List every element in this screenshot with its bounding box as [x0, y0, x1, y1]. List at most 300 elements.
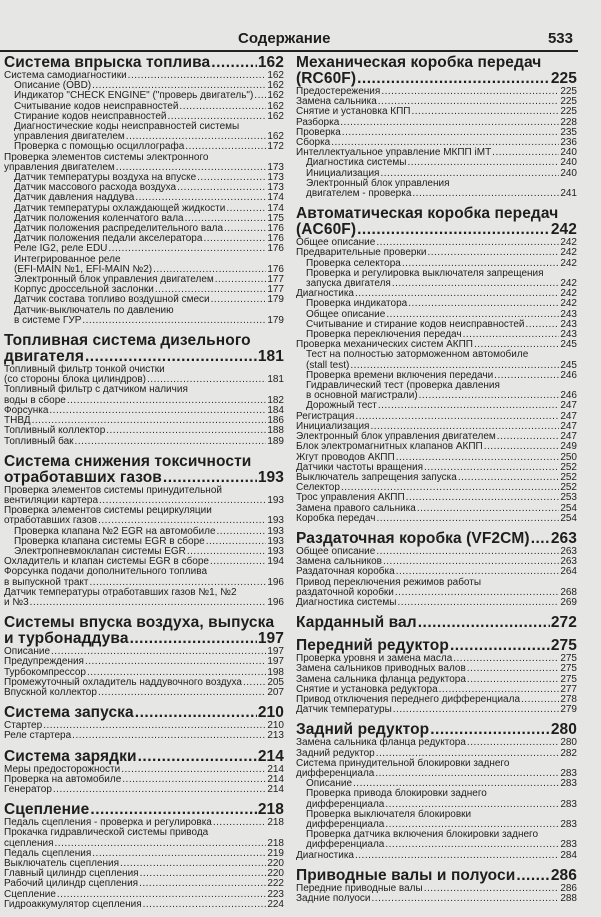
- entry-text: Форсунка подачи дополнительного топлива: [4, 566, 208, 578]
- entry-page: 247: [560, 400, 577, 412]
- entry-page: 225: [560, 106, 577, 118]
- entry-text: Турбокомпрессор: [4, 666, 86, 678]
- entry-page: 176: [267, 263, 284, 275]
- entry-text: Датчик положения педали акселератора: [14, 233, 203, 245]
- entry-page: 263: [560, 545, 577, 557]
- entry-text: Индикатор "CHECK ENGINE" ("проверь двигатель"): [14, 90, 254, 102]
- dot-leader: [357, 71, 550, 87]
- entry-text: Проверка: [296, 126, 341, 138]
- entry-page: 245: [560, 339, 577, 351]
- entry-text: Замена сальника фланца редуктора: [296, 673, 466, 685]
- entry-text: и №3: [4, 596, 29, 608]
- entry-page: 280: [550, 721, 577, 739]
- section-heading[interactable]: [296, 531, 577, 547]
- entry-page: 177: [267, 274, 284, 286]
- dot-leader: [53, 785, 266, 795]
- entry-text: Проверка элементов системы электронного: [4, 151, 209, 163]
- toc-entry[interactable]: [4, 588, 284, 608]
- entry-text: Жгут проводов АКПП: [296, 451, 395, 463]
- entry-text: Проверка механических систем АКПП: [296, 339, 473, 351]
- entry-page: 240: [560, 167, 577, 179]
- entry-page: 254: [560, 512, 577, 524]
- dot-leader: [206, 537, 267, 547]
- entry-page: 220: [267, 857, 284, 869]
- dot-leader: [122, 775, 266, 785]
- entry-text: Датчик состава топливо воздушной смеси: [14, 294, 210, 306]
- entry-page: 188: [267, 425, 284, 437]
- entry-text: и турбонаддува: [4, 630, 129, 648]
- toc-entry[interactable]: [296, 759, 577, 779]
- entry-page: 173: [267, 182, 284, 194]
- entry-text: Датчик температуры отработавших газов №1, №2: [4, 586, 237, 598]
- entry-text: Передние приводные валы: [296, 882, 423, 894]
- toc-entry[interactable]: [296, 830, 577, 850]
- entry-page: 283: [560, 839, 577, 851]
- section-heading[interactable]: [4, 749, 284, 765]
- toc-entry[interactable]: [296, 350, 577, 370]
- toc-entry[interactable]: [296, 442, 577, 452]
- entry-text: Датчик-выключатель по давлению: [14, 304, 174, 316]
- entry-row: [296, 222, 577, 238]
- entry-text: Общее описание: [296, 545, 376, 557]
- section-heading[interactable]: [296, 868, 577, 884]
- entry-row: [4, 731, 284, 741]
- toc-column-right: [296, 55, 577, 911]
- entry-row: [4, 470, 284, 486]
- dot-leader: [419, 391, 560, 401]
- entry-text: дифференциала: [296, 767, 375, 779]
- entry-page: 197: [267, 656, 284, 668]
- dot-leader: [430, 722, 550, 738]
- dot-leader: [467, 738, 559, 748]
- dot-leader: [140, 869, 267, 879]
- entry-text: Топливная система дизельного: [4, 332, 251, 350]
- dot-leader: [484, 442, 560, 452]
- entry-page: 247: [560, 431, 577, 443]
- section-heading[interactable]: [296, 615, 577, 631]
- dot-leader: [357, 222, 550, 238]
- entry-page: 214: [257, 747, 284, 765]
- entry-page: 172: [267, 141, 284, 153]
- dot-leader: [531, 531, 550, 547]
- dot-leader: [375, 769, 559, 779]
- entry-text: Проверка на автомобиле: [4, 773, 122, 785]
- dot-leader: [492, 148, 559, 158]
- entry-text: Считывание кодов неисправностей: [14, 100, 179, 112]
- entry-text: Форсунка: [4, 404, 49, 416]
- entry-row: [296, 615, 577, 631]
- dot-leader: [453, 654, 559, 664]
- entry-text: Датчик давления наддува: [14, 192, 135, 204]
- entry-page: 283: [560, 818, 577, 830]
- entry-page: 179: [267, 294, 284, 306]
- toc-entry[interactable]: [4, 828, 284, 848]
- entry-page: 250: [560, 451, 577, 463]
- toc-column-left: [4, 55, 284, 917]
- dot-leader: [98, 688, 266, 698]
- entry-text: (EFI-MAIN №1, EFI-MAIN №2): [14, 263, 153, 275]
- entry-page: 196: [267, 576, 284, 588]
- entry-page: 284: [560, 849, 577, 861]
- dot-leader: [424, 884, 560, 894]
- entry-page: 254: [560, 502, 577, 514]
- entry-text: Привод отключения переднего дифференциала: [296, 693, 521, 705]
- entry-page: 162: [267, 70, 284, 81]
- entry-page: 252: [560, 471, 577, 483]
- entry-page: 252: [560, 461, 577, 473]
- entry-text: Замена правого сальника: [296, 502, 416, 514]
- entry-text: управления двигателем: [4, 161, 115, 173]
- entry-page: 218: [267, 837, 284, 849]
- toc-entry[interactable]: [296, 179, 577, 199]
- section-heading[interactable]: [4, 802, 284, 818]
- toc-entry[interactable]: [4, 306, 284, 326]
- entry-text: Проверка селектора: [306, 257, 401, 269]
- toc-entry[interactable]: [4, 567, 284, 587]
- toc-entry[interactable]: [296, 810, 577, 830]
- toc-entry[interactable]: [4, 122, 284, 142]
- entry-text: (AC60F): [296, 221, 357, 239]
- entry-text: Задние полуоси: [296, 893, 371, 904]
- entry-page: 193: [267, 545, 284, 557]
- toc-entry[interactable]: [4, 688, 284, 698]
- entry-page: 184: [267, 404, 284, 416]
- section-heading[interactable]: [4, 705, 284, 721]
- toc-section: [296, 55, 577, 199]
- entry-text: Выключатель сцепления: [4, 857, 120, 869]
- entry-text: Проверка и регулировка выключателя запрещения: [306, 267, 544, 279]
- toc-entry[interactable]: [4, 426, 284, 436]
- entry-page: 225: [560, 86, 577, 97]
- toc-section: [296, 206, 577, 524]
- entry-text: Предупреждения: [4, 656, 84, 668]
- entry-page: 242: [560, 237, 577, 249]
- entry-text: Сцепление: [4, 801, 90, 819]
- entry-text: Разборка: [296, 116, 340, 128]
- entry-page: 242: [560, 298, 577, 310]
- entry-text: Регистрация: [296, 410, 355, 422]
- dot-leader: [355, 412, 559, 422]
- toc-entry[interactable]: [296, 269, 577, 289]
- entry-text: Система зарядки: [4, 747, 137, 765]
- entry-text: (RC60F): [296, 70, 357, 87]
- dot-leader: [210, 557, 266, 567]
- toc-entry[interactable]: [4, 406, 284, 416]
- dot-leader: [397, 598, 559, 608]
- entry-page: 198: [267, 666, 284, 678]
- entry-text: (stall test): [306, 359, 350, 371]
- entry-text: Механическая коробка передач: [296, 54, 542, 71]
- dot-leader: [203, 234, 266, 244]
- entry-page: 218: [257, 801, 284, 819]
- toc-entry[interactable]: [296, 851, 577, 861]
- dot-leader: [378, 401, 559, 411]
- toc-section: [296, 615, 577, 631]
- toc-entry[interactable]: [296, 493, 577, 503]
- section-heading[interactable]: [4, 615, 284, 647]
- entry-row: [4, 437, 284, 447]
- entry-text: Проверка датчика включения блокировки заднего: [306, 829, 539, 841]
- toc-entry[interactable]: [296, 789, 577, 809]
- dot-leader: [526, 320, 560, 330]
- entry-text: Диагностика системы: [306, 157, 407, 169]
- entry-page: 242: [550, 221, 577, 239]
- entry-page: 186: [267, 415, 284, 427]
- toc-entry[interactable]: [296, 894, 577, 904]
- entry-page: 175: [267, 212, 284, 224]
- entry-page: 176: [267, 223, 284, 235]
- section-heading[interactable]: [296, 638, 577, 654]
- dot-leader: [143, 900, 267, 910]
- entry-text: запуска двигателя: [306, 278, 391, 290]
- entry-text: дифференциала: [306, 798, 385, 810]
- entry-page: 182: [267, 394, 284, 406]
- entry-text: Проверка элементов системы рециркуляции: [4, 505, 212, 517]
- entry-text: Корпус дроссельной заслонки: [14, 284, 154, 296]
- entry-text: Предостережения: [296, 86, 381, 97]
- entry-text: Выключатель запрещения запуска: [296, 471, 457, 483]
- toc-entry[interactable]: [296, 578, 577, 598]
- entry-page: 283: [560, 798, 577, 810]
- entry-text: двигателя: [4, 348, 84, 366]
- entry-page: 205: [267, 676, 284, 688]
- entry-page: 268: [560, 586, 577, 598]
- entry-text: Тест на полностью заторможенном автомобиле: [306, 349, 529, 361]
- entry-text: воды в сборе: [4, 394, 66, 406]
- toc-entry[interactable]: [4, 785, 284, 795]
- entry-text: Датчики частоты вращения: [296, 461, 423, 473]
- section-heading[interactable]: [4, 454, 284, 486]
- toc-entry[interactable]: [4, 506, 284, 526]
- entry-row: [296, 442, 577, 452]
- dot-leader: [215, 275, 267, 285]
- entry-page: 243: [560, 318, 577, 330]
- entry-text: Замена сальников приводных валов: [296, 663, 466, 675]
- entry-text: Датчик массового расхода воздуха: [14, 182, 177, 194]
- dot-leader: [179, 102, 266, 112]
- entry-text: (со стороны блока цилиндров): [4, 374, 147, 386]
- section-heading[interactable]: [296, 55, 577, 87]
- entry-page: 174: [267, 192, 284, 204]
- entry-text: Система запуска: [4, 704, 134, 722]
- dot-leader: [376, 547, 559, 557]
- entry-text: Задний редуктор: [296, 721, 430, 739]
- entry-page: 218: [267, 817, 284, 829]
- dot-leader: [224, 224, 266, 234]
- entry-text: Электронный блок управления: [306, 177, 450, 189]
- toc-entry[interactable]: [296, 381, 577, 401]
- entry-text: Привод переключения режимов работы: [296, 576, 482, 588]
- toc-entry[interactable]: [296, 128, 577, 138]
- dot-leader: [135, 705, 257, 721]
- toc-entry[interactable]: [296, 567, 577, 577]
- entry-text: Интегрированное реле: [14, 253, 121, 265]
- entry-text: Коробка передач: [296, 512, 376, 524]
- entry-page: 207: [267, 686, 284, 698]
- dot-leader: [98, 516, 266, 526]
- dot-leader: [376, 514, 559, 524]
- section-heading[interactable]: [296, 206, 577, 238]
- entry-page: 275: [550, 637, 577, 655]
- page-title: Содержание: [238, 30, 331, 47]
- dot-leader: [372, 894, 560, 904]
- toc-entry[interactable]: [4, 365, 284, 385]
- entry-text: Проверка уровня и замена масла: [296, 653, 453, 665]
- entry-page: 236: [560, 137, 577, 149]
- dot-leader: [494, 371, 559, 381]
- entry-page: 219: [267, 847, 284, 859]
- entry-page: 177: [267, 284, 284, 296]
- dot-leader: [85, 657, 266, 667]
- entry-page: 263: [550, 529, 577, 547]
- dot-leader: [497, 432, 560, 442]
- entry-page: 162: [267, 110, 284, 122]
- entry-text: в выпускной тракт: [4, 576, 89, 588]
- toc-entry[interactable]: [4, 900, 284, 910]
- entry-page: 249: [560, 441, 577, 453]
- toc-section: [296, 638, 577, 715]
- dot-leader: [418, 615, 550, 631]
- dot-leader: [43, 721, 266, 731]
- entry-row: [296, 514, 577, 524]
- entry-text: Стирание кодов неисправностей: [14, 110, 167, 122]
- entry-text: Промежуточный охладитель наддувочного воздуха: [4, 676, 242, 688]
- entry-text: Предварительные проверки: [296, 247, 427, 259]
- entry-page: 214: [267, 783, 284, 795]
- section-heading[interactable]: [296, 722, 577, 738]
- entry-row: [4, 406, 284, 416]
- dot-leader: [516, 868, 549, 884]
- entry-page: 176: [267, 233, 284, 245]
- toc-entry[interactable]: [296, 705, 577, 715]
- toc-entry[interactable]: [4, 731, 284, 741]
- dot-leader: [30, 598, 267, 608]
- entry-text: Меры предосторожности: [4, 763, 121, 775]
- section-heading[interactable]: [4, 55, 284, 71]
- entry-row: [296, 128, 577, 138]
- dot-leader: [393, 705, 560, 715]
- toc-entry[interactable]: [4, 385, 284, 405]
- entry-text: Топливный фильтр с датчиком наличия: [4, 384, 188, 396]
- section-heading[interactable]: [4, 333, 284, 365]
- entry-text: Датчик температуры воздуха на впуске: [14, 172, 197, 184]
- toc-entry[interactable]: [4, 486, 284, 506]
- entry-row: [296, 531, 577, 547]
- entry-text: Сцепление: [4, 888, 56, 900]
- toc-section: [4, 615, 284, 698]
- toc-entry[interactable]: [4, 153, 284, 173]
- entry-page: 269: [560, 596, 577, 608]
- entry-text: Приводные валы и полуоси: [296, 866, 516, 884]
- entry-text: Снятие и установка КПП: [296, 106, 411, 118]
- entry-page: 275: [560, 673, 577, 685]
- entry-text: Снятие и установка редуктора: [296, 683, 438, 695]
- dot-leader: [467, 664, 560, 674]
- toc-entry[interactable]: [4, 255, 284, 275]
- toc-section: [4, 802, 284, 910]
- entry-text: Система самодиагностики: [4, 70, 127, 81]
- entry-page: 193: [267, 515, 284, 527]
- entry-page: 288: [560, 893, 577, 904]
- entry-text: Рабочий цилиндр сцепления: [4, 878, 139, 890]
- dot-leader: [243, 678, 266, 688]
- entry-text: в основной магистрали): [306, 390, 418, 402]
- entry-text: Диагностика: [296, 849, 354, 861]
- dot-leader: [385, 840, 559, 850]
- entry-text: Описание: [306, 778, 353, 790]
- entry-row: [4, 749, 284, 765]
- dot-leader: [139, 879, 266, 889]
- entry-text: Проверка выключателя блокировки: [306, 808, 472, 820]
- entry-text: Проверка переключения передач: [306, 329, 462, 341]
- toc-section: [4, 705, 284, 741]
- entry-row: [4, 349, 284, 365]
- dot-leader: [355, 851, 559, 861]
- entry-row: [4, 785, 284, 795]
- entry-text: сцепления: [4, 837, 54, 849]
- dot-leader: [106, 426, 266, 436]
- entry-page: 222: [267, 878, 284, 890]
- dot-leader: [408, 299, 559, 309]
- entry-text: дифференциала: [306, 818, 385, 830]
- entry-page: 193: [257, 468, 284, 486]
- entry-page: 174: [267, 202, 284, 214]
- entry-text: Реле стартера: [4, 730, 72, 742]
- dot-leader: [217, 527, 267, 537]
- dot-leader: [412, 189, 559, 199]
- entry-row: [306, 189, 577, 199]
- entry-text: Педаль сцепления - проверка и регулировка: [4, 817, 212, 829]
- entry-page: 275: [560, 653, 577, 665]
- dot-leader: [82, 316, 266, 326]
- toc-entry[interactable]: [296, 598, 577, 608]
- entry-page: 176: [267, 243, 284, 255]
- toc-section: [4, 454, 284, 608]
- entry-text: Общее описание: [306, 308, 386, 320]
- entry-page: 225: [560, 96, 577, 108]
- dot-leader: [427, 248, 559, 258]
- dot-leader: [463, 330, 560, 340]
- entry-row: [296, 567, 577, 577]
- entry-text: Проверка клапана системы EGR в сборе: [14, 535, 205, 547]
- dot-leader: [49, 406, 266, 416]
- entry-page: 245: [560, 359, 577, 371]
- entry-text: Проверка времени включения передачи: [306, 369, 494, 381]
- entry-page: 197: [257, 630, 284, 648]
- dot-leader: [383, 557, 559, 567]
- toc-entry[interactable]: [296, 514, 577, 524]
- entry-text: Главный цилиндр сцепления: [4, 868, 139, 880]
- entry-row: [4, 598, 284, 608]
- entry-page: 243: [560, 308, 577, 320]
- entry-page: 162: [267, 90, 284, 102]
- dot-leader: [392, 279, 559, 289]
- entry-page: 194: [267, 556, 284, 568]
- toc-entry[interactable]: [4, 437, 284, 447]
- entry-page: 214: [267, 763, 284, 775]
- dot-leader: [108, 244, 266, 254]
- entry-row: [296, 71, 577, 87]
- header-rule: [0, 50, 578, 52]
- entry-text: Задний редуктор: [296, 747, 375, 759]
- entry-text: Датчик положения распределительного вала: [14, 223, 224, 235]
- dot-leader: [254, 91, 266, 101]
- entry-page: 286: [550, 866, 577, 884]
- entry-text: Педаль сцепления: [4, 847, 92, 859]
- entry-page: 246: [560, 390, 577, 402]
- entry-text: Раздаточная коробка: [296, 566, 395, 578]
- entry-text: Селектор: [296, 482, 340, 494]
